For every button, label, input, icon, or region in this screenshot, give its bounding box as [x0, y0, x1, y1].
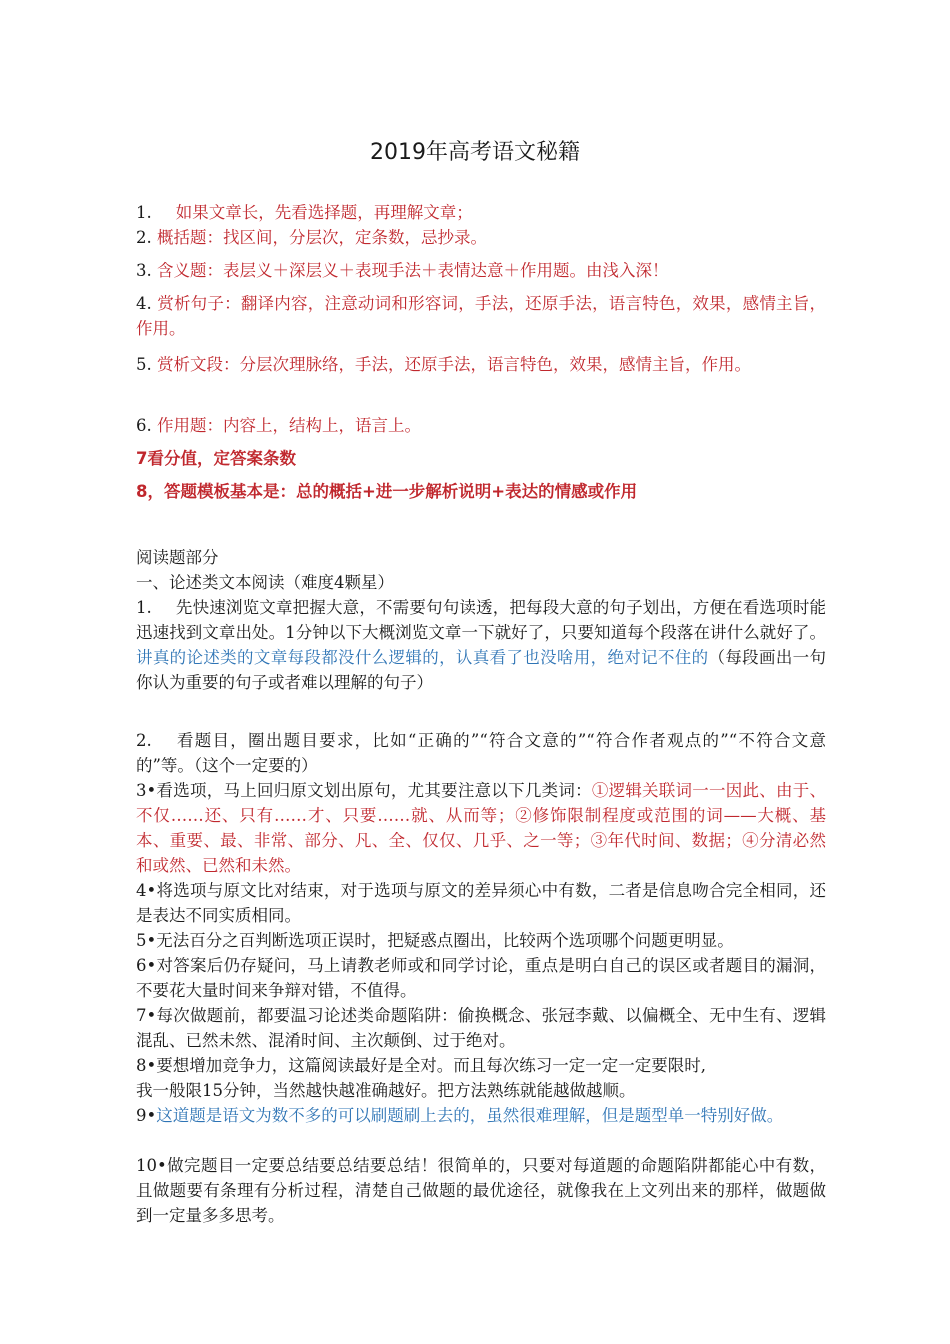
paragraph-highlight: 这道题是语文为数不多的可以刷题刷上去的，虽然很难理解，但是题型单一特别好做。 [156, 1106, 784, 1125]
tip-4 [136, 291, 826, 341]
reading-paragraph-4: 4•将选项与原文比对结束，对于选项与原文的差异须心中有数，二者是信息吻合完全相同，还是表达不同实质相同。 [136, 881, 826, 925]
paragraph-text: 先快速浏览文章把握大意，不需要句句读透，把每段大意的句子划出，方便在看选项时能迅速找到文章出处。1分钟以下大概浏览文章一下就好了，只要知道每个段落在讲什么就好了。 [136, 598, 826, 642]
tip-text: 含义题：表层义＋深层义＋表现手法＋表情达意＋作用题。由浅入深！ [151, 261, 669, 280]
tip-6 [136, 413, 826, 438]
paragraph-note: （每段画出一句你认为重要的句子或者难以理解的句子） [136, 648, 827, 692]
reading-paragraph-2 [136, 728, 826, 778]
paragraph-number: 9• [136, 1106, 157, 1125]
reading-paragraph-7: 7•每次做题前，都要温习论述类命题陷阱：偷换概念、张冠李戴、以偏概全、无中生有、逻辑混乱、已然未然、混淆时间、主次颠倒、过于绝对。 [136, 1006, 826, 1050]
tip-number: 3. [136, 261, 152, 280]
page-title: 2019年高考语文秘籍 [370, 140, 580, 165]
tip-number: 6. [136, 416, 152, 435]
tip-text: 概括题：找区间，分层次，定条数，忌抄录。 [151, 228, 487, 247]
tip-number: 5. [136, 355, 152, 374]
reading-paragraph-8-line-2: 我一般限15分钟，当然越快越准确越好。把方法熟练就能越做越顺。 [136, 1081, 636, 1100]
tip-text: 如果文章长，先看选择题，再理解文章； [175, 203, 473, 222]
tip-text: 赏析句子：翻译内容，注意动词和形容词，手法，还原手法，语言特色，效果，感情主旨，作用。 [136, 294, 826, 338]
paragraph-text: 3•看选项，马上回归原文划出原句，尤其要注意以下几类词： [136, 781, 592, 800]
subsection-heading: 一、论述类文本阅读（难度4颗星） [136, 573, 394, 592]
tip-number: 4. [136, 294, 152, 313]
tip-text: 赏析文段：分层次理脉络，手法，还原手法，语言特色，效果，感情主旨，作用。 [151, 355, 751, 374]
paragraph-number: 1. [136, 598, 152, 617]
reading-paragraph-9 [136, 1103, 826, 1128]
tip-8: 8，答题模板基本是：总的概括+进一步解析说明+表达的情感或作用 [136, 482, 638, 501]
reading-paragraph-10: 10•做完题目一定要总结要总结要总结！很简单的，只要对每道题的命题陷阱都能心中有数，且做题要有条理有分析过程，清楚自己做题的最优途径，就像我在上文列出来的那样，做题做到一定量多多思考。 [136, 1156, 826, 1225]
tip-number: 2. [136, 228, 152, 247]
tip-1 [136, 200, 826, 225]
reading-paragraph-1 [136, 595, 826, 695]
paragraph-highlight: ①逻辑关联词一一因此、由于、不仅……还、只有……才、只要……就、从而等；②修饰限制程度或范围的词——大概、基本、重要、最、非常、部分、凡、全、仅仅、几乎、之一等；③年代时间、数据；④分清必然和或然、已然和未然。 [136, 781, 827, 875]
reading-paragraph-3 [136, 778, 826, 878]
tip-3 [136, 258, 826, 283]
tip-2 [136, 225, 826, 250]
tip-text: 作用题：内容上，结构上，语言上。 [151, 416, 421, 435]
tip-5 [136, 352, 826, 377]
section-heading: 阅读题部分 [136, 548, 219, 567]
reading-paragraph-5: 5•无法百分之百判断选项正误时，把疑惑点圈出，比较两个选项哪个问题更明显。 [136, 931, 734, 950]
paragraph-number: 2. [136, 731, 152, 750]
paragraph-highlight: 讲真的论述类的文章每段都没什么逻辑的，认真看了也没啥用，绝对记不住的 [136, 648, 709, 667]
reading-paragraph-6: 6•对答案后仍存疑问，马上请教老师或和同学讨论，重点是明白自己的误区或者题目的漏洞，不要花大量时间来争辩对错，不值得。 [136, 956, 826, 1000]
tip-7: 7看分值，定答案条数 [136, 449, 296, 468]
tip-number: 1. [136, 203, 152, 222]
paragraph-text: 看题目，圈出题目要求，比如“正确的”“符合文意的”“符合作者观点的”“不符合文意的”等。（这个一定要的） [136, 731, 826, 775]
reading-paragraph-8-line-1: 8•要想增加竞争力，这篇阅读最好是全对。而且每次练习一定一定一定要限时, [136, 1056, 706, 1075]
